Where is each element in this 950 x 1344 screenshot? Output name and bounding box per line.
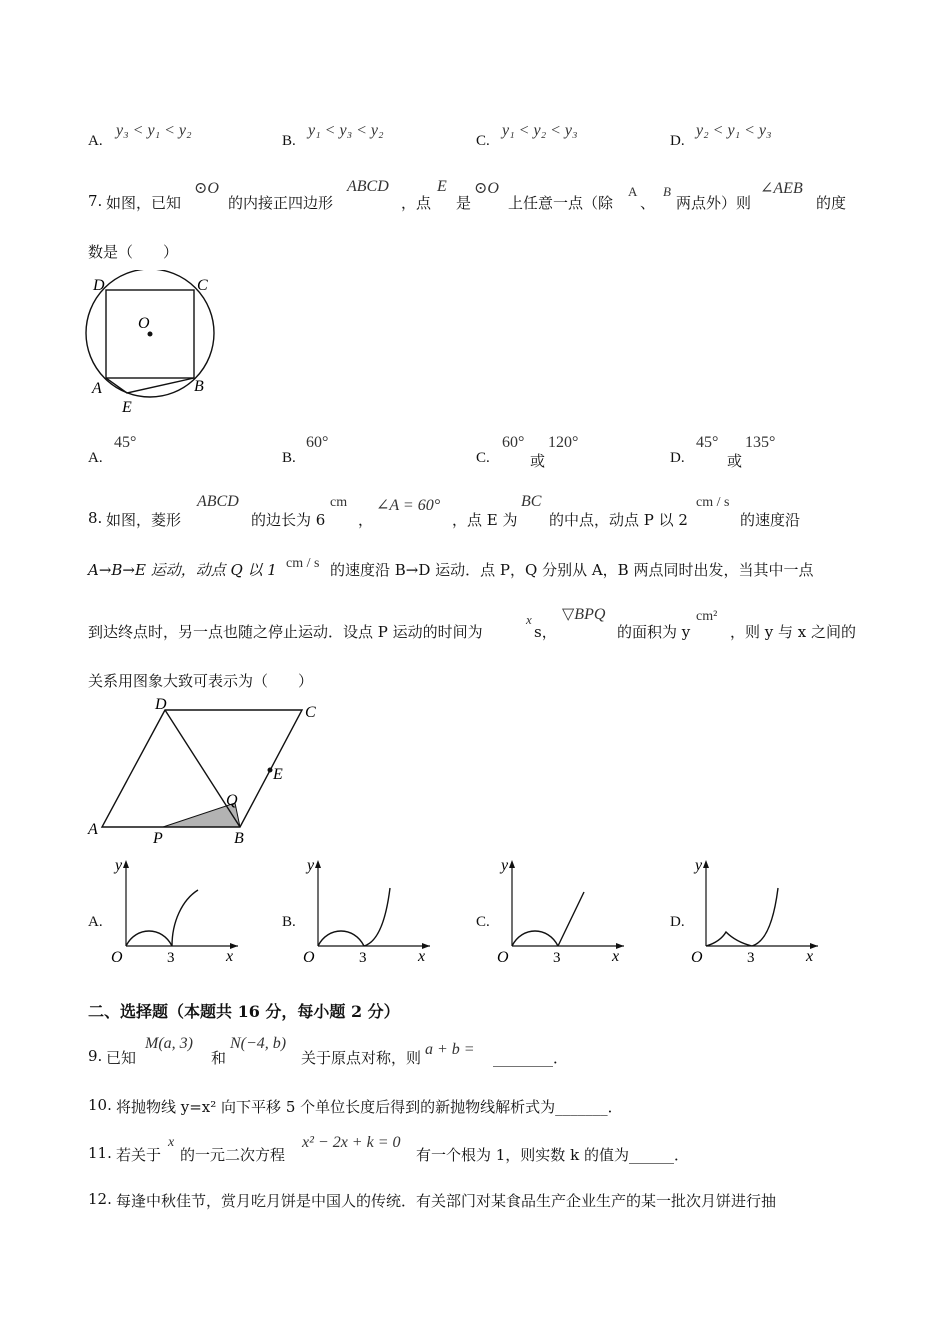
q7-option-d-or: 或 [727,452,743,470]
q8-option-a-label: A. [88,914,103,930]
q8-l1-text-5: 的中点，动点 P 以 2 [549,511,688,529]
q7-figure [80,270,230,420]
q8-l2-text-1: A→B→E 运动，动点 Q 以 1 [88,561,277,579]
q7-text-8: 的度 [816,194,847,212]
q7-option-c-label: C. [476,450,490,466]
q6-option-b-label: B. [282,133,296,149]
q8-l1-text-2: 的边长为 6 [251,511,326,529]
axis-x-label: x [612,948,620,965]
q7-text-3: ，点 [401,194,432,212]
q7-option-d-label: D. [670,450,685,466]
axis-y-label: y [501,857,509,874]
tick-label: 3 [167,950,175,966]
q7-math-3: E [437,178,447,195]
q7-text-5: 上任意一点（除 [508,194,614,212]
q11-number: 11. [88,1144,112,1162]
q8-l1-text-6: 的速度沿 [740,511,801,529]
q7-text-7: 两点外）则 [676,194,752,212]
q8-l2-math-1: cm / s [286,556,320,571]
label-e: E [273,766,283,783]
q7-option-c-value-2: 120° [548,434,579,451]
q8-l3-math-2: ▽BPQ [562,606,606,623]
q10-text: 将抛物线 y=x² 向下平移 5 个单位长度后得到的新抛物线解析式为_______． [116,1098,623,1116]
q8-l1-math-1: ABCD [197,493,239,510]
q7-option-d-value-2: 135° [745,434,776,451]
axis-x-label: x [226,948,234,965]
q7-option-c-value-1: 60° [502,434,525,451]
center-dot [148,332,153,337]
tick-label: 3 [747,950,755,966]
q9-text-4: ________． [493,1049,569,1067]
label-e: E [122,399,132,416]
q7-text-1: 如图，已知 [106,194,182,212]
q11-text-1: 若关于 [116,1146,162,1164]
q8-l1-math-5: cm / s [696,495,730,510]
q7-option-d-value-1: 45° [696,434,719,451]
q8-graph-c [492,852,632,967]
q8-graph-a [106,852,246,967]
axis-y-label: y [695,857,703,874]
q7-math-1: ⊙O [194,180,219,197]
q6-option-c-expr: y₁ < y₂ < y₃ [502,122,578,139]
q8-l3-math-1: x [526,612,532,627]
q8-l1-math-2: cm [330,495,348,510]
label-a: A [92,380,102,397]
label-p: P [153,830,163,847]
q9-text-1: 已知 [106,1049,137,1067]
q8-l2-text-2: 的速度沿 B→D 运动．点 P，Q 分别从 A，B 两点同时出发，当其中一点 [330,561,814,579]
q8-l1-math-3: ∠A = 60° [376,497,441,514]
q6-option-c-label: C. [476,133,490,149]
q8-option-c-label: C. [476,914,490,930]
q8-l3-text-1: 到达终点时，另一点也随之停止运动．设点 P 运动的时间为 [88,623,483,641]
label-q: Q [226,792,238,809]
label-o: O [138,315,150,332]
q9-math-2: N(−4, b) [230,1035,287,1052]
label-b: B [234,830,244,847]
q8-l3-text-3: 的面积为 y [617,623,691,641]
label-d: D [155,696,167,713]
q6-option-d-expr: y₂ < y₁ < y₃ [696,122,772,139]
q9-math-3: a + b = [425,1041,475,1058]
q7-option-b-label: B. [282,450,296,466]
q7-math-7: ∠AEB [760,180,803,197]
q8-l1-text-1: 如图，菱形 [106,511,182,529]
q6-option-a-expr: y₃ < y₁ < y₂ [116,122,192,139]
origin-label: O [111,949,123,966]
q11-math-2: x² − 2x + k = 0 [302,1134,401,1151]
q6-option-b-expr: y₁ < y₃ < y₂ [308,122,384,139]
q7-math-4: ⊙O [474,180,499,197]
origin-label: O [303,949,315,966]
q7-option-b-value: 60° [306,434,329,451]
q10-number: 10. [88,1096,112,1114]
q11-text-2: 的一元二次方程 [180,1146,286,1164]
q7-text-2: 的内接正四边形 [228,194,334,212]
q8-l3-text-2: s， [534,623,557,641]
q8-l3-text-4: ，则 y 与 x 之间的 [730,623,857,641]
label-c: C [305,704,316,721]
axis-x-label: x [418,948,426,965]
q8-figure [80,695,340,850]
q9-text-3: 关于原点对称，则 [301,1049,422,1067]
q7-option-c-or: 或 [530,452,546,470]
q12-number: 12. [88,1190,112,1208]
q7-math-5: A [628,184,638,199]
q9-text-2: 和 [211,1049,227,1067]
q9-math-1: M(a, 3) [145,1035,193,1052]
q8-option-b-label: B. [282,914,296,930]
q8-l3-math-3: cm² [696,609,718,624]
segments-ae-eb [106,378,194,393]
q7-text-4: 是 [456,194,472,212]
label-a: A [88,821,98,838]
q7-number: 7. [88,192,103,210]
q12-text: 每逢中秋佳节，赏月吃月饼是中国人的传统．有关部门对某食品生产企业生产的某一批次月饼进行抽 [116,1192,777,1210]
tick-label: 3 [359,950,367,966]
q8-graph-b [298,852,438,967]
q8-line-4: 关系用图象大致可表示为（ ） [88,672,314,690]
axis-y-label: y [115,857,123,874]
axis-x-label: x [806,948,814,965]
q8-option-d-label: D. [670,914,685,930]
q8-l1-math-4: BC [521,493,542,510]
q7-math-2: ABCD [347,178,389,195]
q7-line-2: 数是（ ） [88,243,179,261]
origin-label: O [497,949,509,966]
tick-label: 3 [553,950,561,966]
label-b: B [194,378,204,395]
label-c: C [197,277,208,294]
origin-label: O [691,949,703,966]
q7-math-6: B [663,184,671,199]
diagonal-bd [165,710,240,827]
q7-option-a-label: A. [88,450,103,466]
q11-math-1: x [168,1135,175,1150]
q6-option-a-label: A. [88,133,103,149]
q8-graph-d [686,852,826,967]
point-e [268,768,273,773]
axis-y-label: y [307,857,315,874]
section-2-title: 二、选择题（本题共 16 分，每小题 2 分） [88,1002,400,1021]
q9-number: 9. [88,1047,103,1065]
q7-text-6: 、 [640,194,656,212]
q8-l1-text-4: ，点 E 为 [452,511,518,529]
q8-l1-text-3: ， [358,511,374,529]
q7-option-a-value: 45° [114,434,137,451]
label-d: D [93,277,105,294]
q6-option-d-label: D. [670,133,685,149]
q11-text-3: 有一个根为 1，则实数 k 的值为______． [416,1146,689,1164]
q8-number: 8. [88,509,103,527]
